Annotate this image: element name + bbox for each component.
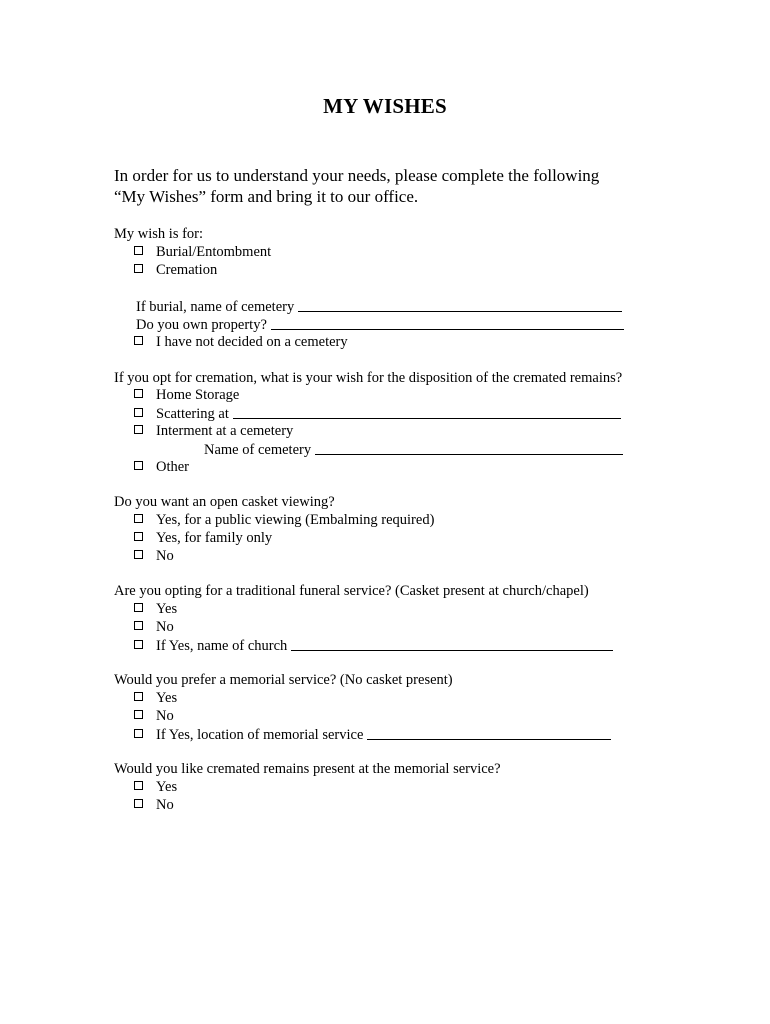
option-label: Yes [156,601,178,617]
interment-cemetery-field[interactable] [315,441,623,455]
checkbox[interactable] [134,692,143,701]
option-other[interactable] [134,458,189,476]
option-label: No [156,548,174,564]
checkbox[interactable] [134,710,143,719]
checkbox[interactable] [134,532,143,541]
checkbox[interactable] [134,640,143,649]
option-home-storage[interactable] [134,386,239,404]
interment-cemetery-row [204,440,623,459]
burial-cemetery-field[interactable] [298,298,622,312]
remains-question: Would you like cremated remains present at the memorial service? [114,761,501,777]
checkbox[interactable] [134,336,143,345]
checkbox[interactable] [134,425,143,434]
checkbox[interactable] [134,729,143,738]
option-label: Yes, for family only [156,530,273,546]
option-public-viewing[interactable] [134,511,434,529]
option-label: Burial/Entombment [156,244,272,260]
memorial-location-field[interactable] [367,726,611,740]
option-label: No [156,708,174,724]
checkbox[interactable] [134,621,143,630]
cremation-question: If you opt for cremation, what is your wish for the disposition of the cremated remains? [114,370,623,386]
scattering-field[interactable] [233,405,621,419]
intro-line-1: In order for us to understand your needs, please complete the following [114,166,600,185]
option-label: If Yes, name of church [156,638,288,654]
option-traditional-yes[interactable] [134,600,177,618]
option-remains-no[interactable] [134,796,174,814]
option-label: Yes [156,690,178,706]
option-label: No [156,797,174,813]
option-label: Home Storage [156,387,240,403]
memorial-question: Would you prefer a memorial service? (No casket present) [114,672,453,688]
checkbox[interactable] [134,550,143,559]
checkbox[interactable] [134,514,143,523]
intro-line-2: “My Wishes” form and bring it to our office. [114,187,419,206]
checkbox[interactable] [134,461,143,470]
option-label: I have not decided on a cemetery [156,334,348,350]
option-label: Yes, for a public viewing (Embalming required) [156,512,435,528]
option-church[interactable] [134,636,613,655]
checkbox[interactable] [134,799,143,808]
option-memorial-no[interactable] [134,707,174,725]
checkbox[interactable] [134,264,143,273]
option-label: Yes [156,779,178,795]
option-memorial-location[interactable] [134,725,611,744]
option-burial[interactable] [134,243,271,261]
checkbox[interactable] [134,603,143,612]
option-label: If Yes, location of memorial service [156,727,364,743]
burial-cemetery-row [136,297,622,316]
option-remains-yes[interactable] [134,778,177,796]
viewing-question: Do you want an open casket viewing? [114,494,335,510]
option-scattering[interactable] [134,404,621,423]
option-memorial-yes[interactable] [134,689,177,707]
property-label: Do you own property? [136,317,267,333]
option-family-viewing[interactable] [134,529,272,547]
wish-question: My wish is for: [114,226,204,242]
checkbox[interactable] [134,246,143,255]
page-title: MY WISHES [323,94,447,118]
option-undecided-cemetery[interactable] [134,333,348,351]
church-field[interactable] [291,637,613,651]
interment-cemetery-label: Name of cemetery [204,442,312,458]
option-no-viewing[interactable] [134,547,174,565]
option-label: Scattering at [156,406,229,422]
burial-cemetery-label: If burial, name of cemetery [136,299,295,315]
option-traditional-no[interactable] [134,618,174,636]
checkbox[interactable] [134,408,143,417]
property-row [136,315,624,334]
option-label: Cremation [156,262,218,278]
option-label: Interment at a cemetery [156,423,294,439]
property-field[interactable] [271,316,624,330]
option-cremation[interactable] [134,261,217,279]
option-label: No [156,619,174,635]
option-label: Other [156,459,190,475]
checkbox[interactable] [134,781,143,790]
traditional-question: Are you opting for a traditional funeral service? (Casket present at church/chapel) [114,583,589,599]
option-interment[interactable] [134,422,293,440]
checkbox[interactable] [134,389,143,398]
